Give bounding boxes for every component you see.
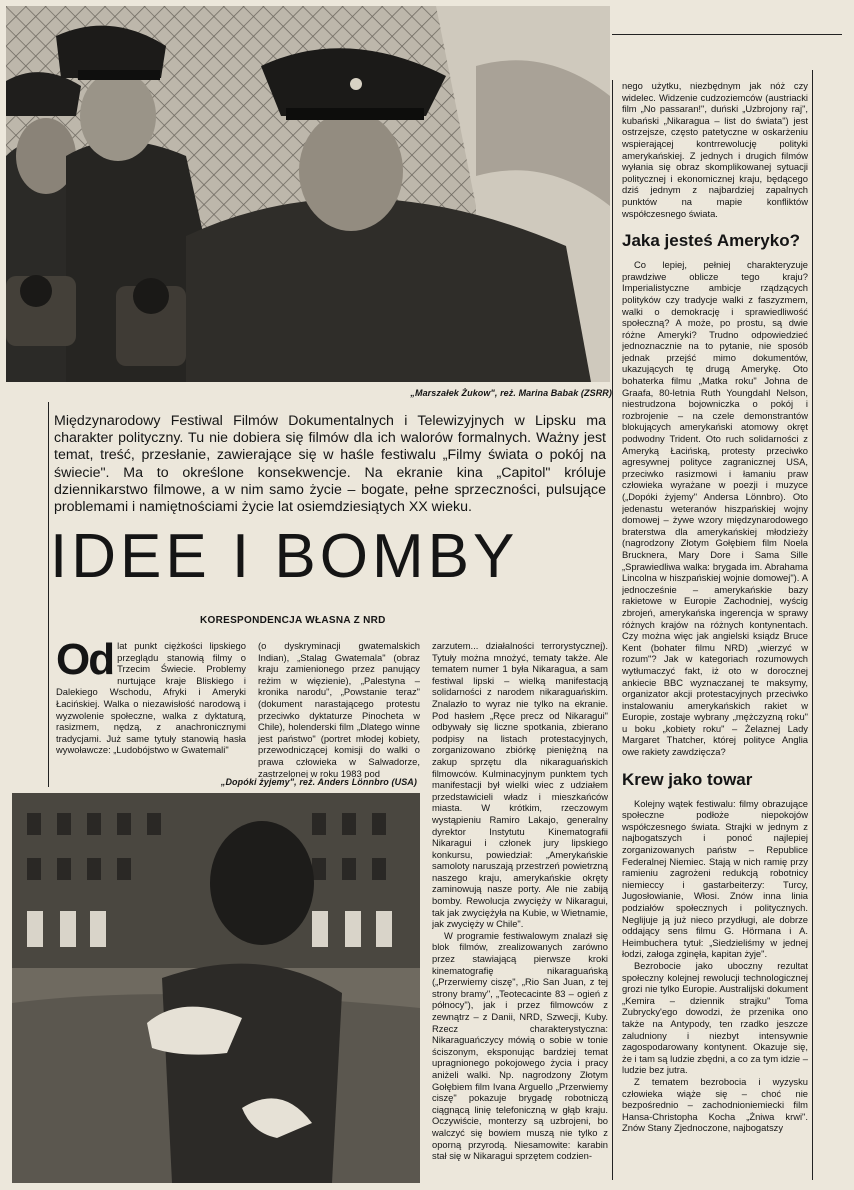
top-photo-caption: „Marszałek Żukow", reż. Marina Babak (ZSRR) <box>410 388 612 398</box>
article-column-2 <box>258 640 420 778</box>
column-rule <box>812 70 813 1180</box>
paragraph: Z tematem bezrobocia i wyzysku człowieka wiąże się – choć nie bezpośrednio – zachodnioniemiecki film Hansa-Christopha Kocha „Żniwa krwi". Znów Stany Zjednoczone, najbogatszy <box>622 1075 808 1134</box>
article-byline: KORESPONDENCJA WŁASNA Z NRD <box>200 615 386 626</box>
subheading: Krew jako towar <box>622 769 753 789</box>
column-rule <box>612 80 613 1180</box>
paragraph: nego użytku, niezbędnym jak nóż czy widelec. Widzenie cudzoziemców (austriacki film „No passaran!", duński „Uzbrojony raj", kubański „Nikaragua – list do świata") jest ostrzejsze, często patetyczne w oskarżeniu wspierającej kontrrewolucję polityki amerykańskiej. Z jednych i drugich filmów wyłania się obraz skomplikowanej sytuacji politycznej i ekonomicznej kraju, będącego dziś jednym z najbardziej zapalnych punktów na mapie konfliktów współczesnego świata. <box>622 80 808 219</box>
paragraph: Kolejny wątek festiwalu: filmy obrazujące społeczne podłoże niepokojów współczesnego świata. Strajki w jednym z najbogatszych i ponoć najlepiej zorganizowanych państw – Republice Federalnej Niemiec. Stają w nich ramię przy ramieniu zagrożeni redukcją robotnicy niemieccy i gastarbeiterzy: Turcy, Jugosłowianie, Włosi. Znów inna linia podziałów społecznych i politycznych. Neglijuje ją już nieco przydługi, ale dobrze oddający sens filmu G. Hörmana i A. Heimbuchera tytuł: „Siedzieliśmy w jednej łodzi, załoga zginęła, kapitan żyje". <box>622 797 808 960</box>
paragraph: zarzutem... działalności terrorystycznej). Tytuły można mnożyć, tematy także. Ale tematem numer 1 była Nikaragua, a sam festiwal lipski – wielką manifestacją solidarności z narodem nikaraguańskim. Znalazło to wyraz nie tylko na ekranie. Pod hasłem „Ręce precz od Nikaragui" odbywały się liczne spotkania, zbierano podpisy na listach protestacyjnych, zorganizowano zbiórkę pieniężną na zakup sprzętu dla nikaraguańskich filmowców. Kulminacyjnym punktem tych manifestacji był wielki wiec z udziałem przedstawicieli władz i mieszkańców miasta. W krótkim, rzeczowym wystąpieniu Ramiro Lakajo, generalny dyrektor Instytutu Kinematografii Nikaragui i członek jury lipskiego konkursu, powiedział: „Amerykańskie samoloty naruszają przestrzeń powietrzną naszego kraju, amerykańskie okręty zaminowują nasze porty. Ale nie zabiją bomby. Rewolucja zwycięży w Nikaragui, tak jak zwyciężyła na Kubie, w Wietnamie, jak zwycięży w Chile". <box>432 640 608 930</box>
article-column-3 <box>432 640 608 1180</box>
bottom-photo-caption: „Dopóki żyjemy", reż. Anders Lönnbro (USA) <box>220 777 417 787</box>
paragraph: Co lepiej, pełniej charakteryzuje prawdziwe oblicze tego kraju? Imperialistyczne ambicje rządzących polityków czy tradycje walki z faszyzmem, walki o demokrację i sprawiedliwość społeczną? A może, po prostu, są dwie różne Ameryki? Trudno odpowiedzieć jednoznacznie na to pytanie, nie sposób jednak przejść mimo dokumentów, ukazujących tę drugą Amerykę. Oto bohaterka filmu „Matka roku" Johna de Graafa, 80-letnia Ruth Youngdahl Nelson, niestrudzona bojowniczka o pokój i rozbrojenie – na czele demonstrantów blokujących amerykański atomowy okręt podwodny Trident. Oto ruch solidarności z Ameryką Łacińską, protesty przeciwko agresywnej polityce zagranicznej USA, przeciwko rasizmowi i łamaniu praw człowieka wyrażane w poezji i muzyce („Dopóki żyjemy" Andersa Lönnbro). Oto jedenastu weteranów hiszpańskiej wojny domowej – żywe wzory międzynarodowego braterstwa dla amerykańskiej młodzieży (nagrodzony Złotym Gołębiem film Noela Brucknera, Mary Dore i Sama Sille „Sprawiedliwa walka: brygada im. Abrahama Lincolna w hiszpańskiej wojnie domowej"). A jednocześnie – amerykańskie bazy rakietowe w Europie Zachodniej, wyścig zbrojeń, amerykańska ingerencja w sprawy różnych krajów na różnych kontynentach. Czy można więc jak angielski ksiądz Bruce Kent (bohater filmu NRD) „wierzyć w rozum"? Jak w kategoriach rozumowych wytłumaczyć fakt, iż oto w dorocznej ankiecie BBC wyznaczanej te maksymy, organizator akcji protestacyjnych przeciwko instalowaniu amerykańskich rakiet w Europie, zostaje wybrany „mężczyzną roku" u boku „kobiety roku" – Żelaznej Lady Margaret Thatcher, której polityce Anglia owe rakiety zawdzięcza? <box>622 259 808 758</box>
paragraph: Bezrobocie jako uboczny rezultat społeczny kolejnej rewolucji technologicznej grozi nie tylko Europie. Australijski dokument „Kemira – dziennik strajku" Toma Zubrycky'ego dowodzi, że przenika ono także na Antypody, ten rzadko jeszcze zaludniony i niezbyt intensywnie zagospodarowany kontynent. Okazuje się, że i tam są ludzie zbędni, a co za tym idzie – ludzie bez jutra. <box>622 959 808 1076</box>
article-headline: IDEE I BOMBY <box>50 522 519 591</box>
paragraph: (o dyskryminacji gwatemalskich Indian), „Stalag Gwatemala" (obraz kraju zamienionego przez panujący reżim w więzienie), „Palestyna – kronika narodu", „Powstanie teraz" (dokument narastającego protestu przeciwko dyktaturze Pinocheta w Chile), holenderski film „Dlatego winne jest państwo" (portret młodej kobiety, przewodniczącej komisji do walki o prawa człowieka w Salwadorze, zastrzelonej w roku 1983 pod <box>258 640 420 778</box>
top-photo-soldiers <box>6 6 610 382</box>
paragraph: W programie festiwalowym znalazł się blok filmów, zrealizowanych zarówno przez stawiającą pierwsze kroki kinematografię nikaraguańską („Przerwiemy ciszę", „Rio San Juan, z tej strony bramy", „Teotecacinte 83 – ogień z północy"), jak i przez filmowców z zewnątrz – z Danii, NRD, Szwecji, Kuby. Rzecz charakterystyczna: Nikaraguańczycy mówią o sobie w tonie ściszonym, eksponując bardziej temat upragnionego pokojowego życia i pracy aniżeli walki. Np. nagrodzony Złotym Gołębiem film Ivana Arguello „Przerwiemy ciszę" pokazuje brygadę robotniczą ciągnącą linię telefoniczną w głąb kraju. Oczywiście, monterzy są uzbrojeni, bo walczyć się bowiem muszą nie tylko z oporną przyrodą. Niesamowite: karabin stał się w Nikaragui sprzętem codzien- <box>432 929 608 1162</box>
bottom-photo-child <box>12 793 420 1183</box>
subheading: Jaka jesteś Ameryko? <box>622 231 800 251</box>
drop-cap: Od <box>56 640 114 684</box>
column-rule <box>48 402 49 787</box>
article-column-4 <box>622 80 808 1180</box>
paragraph: lat punkt ciężkości lipskiego przeglądu stanowią filmy o Trzecim Świecie. Problemy nurtujące kraje Bliskiego i Dalekiego Wschodu, Afryki i Ameryki Łacińskiej. Walka o niezawisłość narodową i wyzwolenie społeczne, walka z dyktaturą, rasizmem, nędzą, z anachronicznymi tradycjami. Już same tytuły stanowią hasła wywoławcze: „Ludobójstwo w Gwatemali" <box>56 640 246 756</box>
article-column-1 <box>56 640 246 772</box>
article-lead: Międzynarodowy Festiwal Filmów Dokumentalnych i Telewizyjnych w Lipsku ma charakter polityczny. Tu nie dobiera się filmów dla ich walorów formalnych. Ważny jest temat, treść, przesłanie, zawierające się w haśle festiwalu „Filmy świata o pokój na świecie". Ma to określone konsekwencje. Na ekranie kina „Capitol" króluje dziennikarstwo filmowe, a w nim samo życie – bogate, pełne sprzeczności, pulsujące problemami i namiętnościami życie lat osiemdziesiątych XX wieku. <box>54 413 606 516</box>
column-rule <box>612 34 842 35</box>
